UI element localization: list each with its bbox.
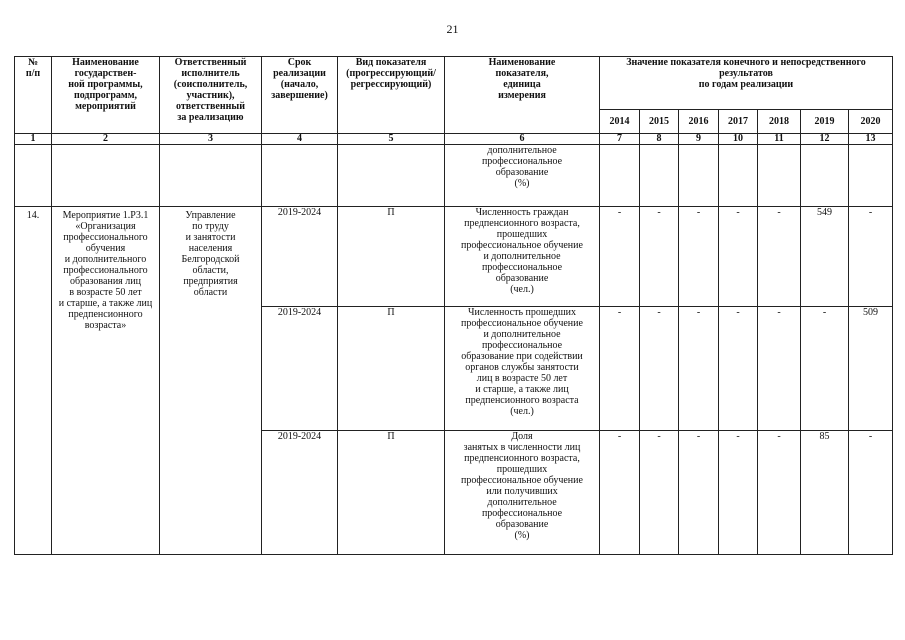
table-cell (849, 145, 893, 207)
value-cell: 509 (849, 307, 893, 431)
column-number: 5 (338, 134, 445, 145)
column-number: 2 (52, 134, 160, 145)
table-cell (719, 145, 758, 207)
table-cell (52, 145, 160, 207)
measure-name: Мероприятие 1.Р3.1 «Организация профессионального обучения и дополнительного профессионального образования лиц в возрасте 50 лет и старше, а также лиц предпенсионного возраста» (52, 207, 160, 555)
header-year: 2020 (849, 110, 893, 134)
value-cell: - (679, 207, 719, 307)
table-cell (160, 145, 262, 207)
indicator-name-cell: Доля занятых в численности лиц предпенсионного возраста, прошедших профессиональное обучение или получивших дополнительное профессиональное образование (%) (445, 431, 600, 555)
table-cell (600, 145, 640, 207)
indicator-type-cell: П (338, 431, 445, 555)
column-number: 11 (758, 134, 801, 145)
header-year: 2014 (600, 110, 640, 134)
header-row (15, 57, 893, 110)
measure-number: 14. (15, 207, 52, 555)
header-year: 2018 (758, 110, 801, 134)
value-cell: - (640, 307, 679, 431)
column-number: 6 (445, 134, 600, 145)
value-cell: - (679, 431, 719, 555)
value-cell: - (719, 207, 758, 307)
indicator-name-cell: Численность граждан предпенсионного возраста, прошедших профессиональное обучение и дополнительное профессиональное образование (чел.) (445, 207, 600, 307)
column-numbers-row (15, 134, 893, 145)
column-number: 3 (160, 134, 262, 145)
value-cell: - (801, 307, 849, 431)
header-executor: Ответственный исполнитель (соисполнитель, участник), ответственный за реализацию (160, 57, 262, 134)
continuation-row (15, 145, 893, 207)
value-cell: - (758, 207, 801, 307)
period-cell: 2019-2024 (262, 431, 338, 555)
header-year: 2016 (679, 110, 719, 134)
indicators-table (14, 56, 893, 555)
header-indicator-type: Вид показателя (прогрессирующий/ регрессирующий) (338, 57, 445, 134)
header-year: 2019 (801, 110, 849, 134)
column-number: 12 (801, 134, 849, 145)
header-program-name: Наименование государствен- ной программы, подпрограмм, мероприятий (52, 57, 160, 134)
period-cell: 2019-2024 (262, 207, 338, 307)
header-values-group: Значение показателя конечного и непосредственного результатов по годам реализации (600, 57, 893, 110)
value-cell: - (640, 431, 679, 555)
column-number: 7 (600, 134, 640, 145)
value-cell: - (719, 431, 758, 555)
value-cell: - (600, 431, 640, 555)
value-cell: - (758, 431, 801, 555)
value-cell: - (758, 307, 801, 431)
column-number: 9 (679, 134, 719, 145)
page-number: 21 (446, 22, 459, 36)
value-cell: - (849, 207, 893, 307)
table-cell (338, 145, 445, 207)
header-number: № п/п (15, 57, 52, 134)
table-cell (679, 145, 719, 207)
table-row (15, 207, 893, 307)
value-cell: 549 (801, 207, 849, 307)
value-cell: 85 (801, 431, 849, 555)
value-cell: - (679, 307, 719, 431)
table-cell (758, 145, 801, 207)
column-number: 8 (640, 134, 679, 145)
header-year: 2017 (719, 110, 758, 134)
header-indicator-name: Наименование показателя, единица измерения (445, 57, 600, 134)
header-period: Срок реализации (начало, завершение) (262, 57, 338, 134)
measure-executor: Управление по труду и занятости населения Белгородской области, предприятия области (160, 207, 262, 555)
period-cell: 2019-2024 (262, 307, 338, 431)
table-cell (640, 145, 679, 207)
indicator-type-cell: П (338, 207, 445, 307)
header-year: 2015 (640, 110, 679, 134)
column-number: 10 (719, 134, 758, 145)
value-cell: - (719, 307, 758, 431)
table-cell (262, 145, 338, 207)
column-number: 13 (849, 134, 893, 145)
table-cell (801, 145, 849, 207)
value-cell: - (600, 207, 640, 307)
value-cell: - (640, 207, 679, 307)
value-cell: - (600, 307, 640, 431)
column-number: 4 (262, 134, 338, 145)
value-cell: - (849, 431, 893, 555)
table-cell (15, 145, 52, 207)
indicator-name-cell: Численность прошедших профессиональное обучение и дополнительное профессиональное образование при содействии органов службы занятости лиц в возрасте 50 лет и старше, а также лиц предпенсионного возраста (чел.) (445, 307, 600, 431)
continuation-indicator: дополнительное профессиональное образование (%) (445, 145, 600, 207)
column-number: 1 (15, 134, 52, 145)
indicator-type-cell: П (338, 307, 445, 431)
